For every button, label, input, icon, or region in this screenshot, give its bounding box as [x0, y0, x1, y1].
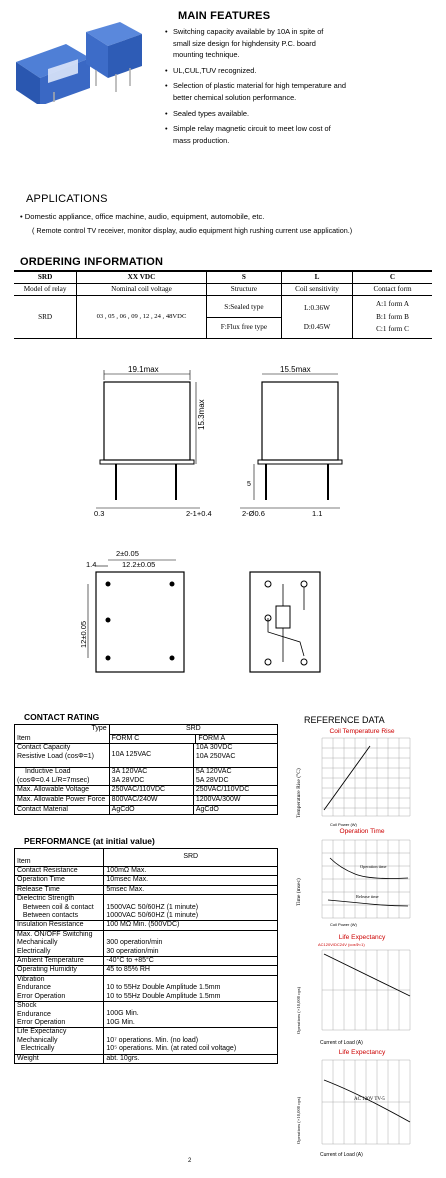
cr-item: Resistive Load (cosΦ=1): [17, 752, 94, 760]
cr-form-a: 1200VA/300W: [193, 795, 277, 805]
coil-temperature-graph: [300, 736, 420, 832]
srd-label: SRD: [110, 725, 277, 735]
reference-heading: REFERENCE DATA: [304, 715, 385, 725]
pcb-dim-c: 1.4: [86, 560, 97, 569]
cr-form-a: 10A 250VAC: [195, 752, 236, 760]
feature-item: • Sealed types available.: [165, 108, 435, 120]
cr-form-a: AgCdO: [193, 805, 277, 815]
cr-form-a: 250VAC/110VDC: [193, 786, 277, 796]
life-expectancy-graph-1: [300, 948, 420, 1040]
perf-item: Release Time: [15, 885, 104, 894]
cr-item: Contact Material: [15, 805, 110, 815]
relay-photo: [8, 22, 148, 104]
applications-line1: • Domestic appliance, office machine, audio, equipment, automobile, etc.: [20, 212, 265, 221]
perf-row: [15, 1002, 278, 1028]
features-list: [165, 26, 435, 146]
cr-form-c: 10A 125VAC: [109, 744, 193, 768]
graph2-title: Operation Time: [339, 828, 385, 835]
dim-depth: 15.5max: [280, 365, 311, 374]
cr-item: Max. Allowable Voltage: [15, 786, 110, 796]
graph4-ylabel: Operations (×10,000 ops): [296, 1096, 301, 1144]
graph3-xlabel: Current of Load (A): [320, 1040, 363, 1046]
sensitivity-d: D:0.45W: [303, 322, 331, 331]
dim-height: 15.3max: [197, 399, 206, 430]
form-c-label: FORM C: [110, 735, 197, 744]
cr-form-c: 800VAC/240W: [109, 795, 193, 805]
perf-item: Max. ON/OFF Switching Mechanically Electrically: [15, 930, 104, 956]
applications-line2: ( Remote control TV receiver, monitor display, audio equipment high rushing current use application.): [32, 226, 353, 235]
cr-item: Max. Allowable Power Force: [15, 795, 110, 805]
feature-item: • UL,CUL,TUV recognized.: [165, 65, 435, 77]
contact-rating-table: [14, 724, 278, 815]
pcb-dim-a: 2±0.05: [116, 549, 139, 558]
performance-table: [14, 848, 278, 1064]
perf-row: [15, 975, 278, 1001]
perf-row: [15, 895, 278, 921]
perf-item: Ambient Temperature: [15, 957, 104, 966]
perf-value: 300 operation/min 30 operation/min: [104, 930, 278, 956]
header-structure: Structure: [206, 283, 281, 295]
perf-value: 45 to 85% RH: [104, 966, 278, 975]
item-label: Item: [17, 734, 31, 742]
graph2-xlabel: Coil Power (W): [330, 922, 357, 927]
code-contact: C: [353, 272, 432, 283]
graph2-ylabel: Time (msec): [296, 878, 302, 906]
header-model: Model of relay: [23, 285, 67, 293]
cr-form-a: 5A 120VAC: [195, 768, 232, 776]
perf-item: Weight: [15, 1054, 104, 1063]
cr-form-a: 5A 28VDC: [195, 776, 229, 784]
perf-row: [15, 1054, 278, 1063]
code-sensitivity: L: [282, 272, 353, 283]
operation-time-graph: [300, 838, 420, 932]
model-value: SRD: [38, 312, 53, 321]
cr-item: (cosΦ=0.4 L/R=7msec): [17, 776, 90, 784]
ordering-heading: ORDERING INFORMATION: [20, 256, 164, 268]
structure-flux: F:Flux free type: [220, 323, 268, 332]
contact-c: C:1 form C: [376, 325, 409, 333]
header-voltage: Nominal coil voltage: [77, 283, 207, 295]
perf-row: [15, 966, 278, 975]
feature-item: • Simple relay magnetic circuit to meet low cost of mass production.: [165, 123, 435, 146]
contact-rating-heading: CONTACT RATING: [24, 712, 100, 722]
type-label: Type: [91, 725, 107, 732]
form-a-label: FORM A: [198, 734, 226, 742]
pcb-dim-d: 12±0.05: [79, 620, 88, 648]
perf-value: -40°C to +85°C: [104, 957, 278, 966]
perf-row: [15, 921, 278, 930]
code-voltage: XX VDC: [77, 272, 207, 283]
life-expectancy-graph-2: [300, 1058, 420, 1152]
perf-srd-label: SRD: [104, 849, 278, 867]
cr-item: Contact Capacity: [17, 744, 71, 752]
perf-row: [15, 957, 278, 966]
perf-item: Shock Endurance Error Operation: [15, 1002, 104, 1028]
perf-value: 10 to 55Hz Double Amplitude 1.5mm 10 to 55Hz Double Amplitude 1.5mm: [104, 975, 278, 1001]
page-number: 2: [188, 1158, 192, 1164]
applications-heading: APPLICATIONS: [26, 193, 108, 205]
code-structure: S: [206, 272, 281, 283]
perf-row: [15, 1028, 278, 1054]
perf-value: 10⁷ operations. Min. (no load) 10⁵ operations. Min. (at rated coil voltage): [104, 1028, 278, 1054]
graph1-ylabel: Temperature Rise (°C): [296, 768, 302, 818]
cr-form-c: AgCdO: [109, 805, 193, 815]
ordering-table: [14, 270, 432, 339]
contact-b: B:1 form B: [376, 312, 409, 321]
perf-row: [15, 930, 278, 956]
contact-a: A:1 form A: [375, 300, 410, 308]
graph3-ylabel: Operations (×10,000 ops): [296, 986, 301, 1034]
graph4-label: AC 120V TV-5: [354, 1097, 385, 1102]
sensitivity-l: L:0.36W: [304, 303, 330, 312]
perf-item-label: Item: [15, 849, 104, 867]
header-sensitivity: Coil sensitivity: [282, 283, 353, 295]
dim-hole: 2-Ø0.6: [242, 509, 265, 518]
graph1-xlabel: Coil Power (W): [330, 822, 357, 827]
perf-value: 100 MΩ Min. (500VDC): [104, 921, 278, 930]
perf-value: 100mΩ Max.: [104, 867, 278, 876]
code-model: SRD: [37, 273, 53, 282]
header-contact: Contact form: [353, 283, 432, 295]
perf-row: [15, 867, 278, 876]
perf-row: [15, 876, 278, 885]
perf-value: 1500VAC 50/60HZ (1 minute) 1000VAC 50/60HZ (1 minute): [104, 895, 278, 921]
performance-heading: PERFORMANCE (at initial value): [24, 836, 155, 846]
perf-item: Vibration Endurance Error Operation: [15, 975, 104, 1001]
perf-item: Operating Humidity: [15, 966, 104, 975]
cr-form-c: 3A 120VAC: [111, 768, 148, 776]
perf-value: 5msec Max.: [104, 885, 278, 894]
dim-width: 19.1max: [128, 365, 159, 374]
cr-item: Inductive Load: [25, 768, 71, 776]
perf-row: [15, 885, 278, 894]
perf-item: Contact Resistance: [15, 867, 104, 876]
pcb-dim-b: 12.2±0.05: [122, 560, 156, 569]
graph3-title: Life Expectancy: [338, 934, 386, 941]
dim-pin-side: 0.3: [94, 509, 105, 518]
voltage-values: 03 , 05 , 06 , 09 , 12 , 24 , 48VDC: [77, 295, 207, 338]
graph2-rel-label: Release time: [356, 894, 379, 899]
perf-item: Insulation Resistance: [15, 921, 104, 930]
dim-1: 1.1: [312, 509, 323, 518]
cr-form-c: 250VAC/110VDC: [109, 786, 193, 796]
graph2-op-label: Operation time: [360, 864, 387, 869]
feature-item: • Selection of plastic material for high temperature and better chemical solution performance.: [165, 80, 435, 103]
dimension-drawings: [0, 360, 446, 700]
perf-item: Life Expectancy Mechanically Electrically: [15, 1028, 104, 1054]
graph1-title: Coil Temperature Rise: [329, 728, 395, 735]
dim-pin-height: 5: [247, 481, 251, 488]
perf-value: abt. 10grs.: [104, 1054, 278, 1063]
cr-form-c: 3A 28VDC: [111, 776, 145, 784]
graph4-xlabel: Current of Load (A): [320, 1152, 363, 1158]
graph3-subtitle: AC120V/DC24V (cosΦ=1): [318, 942, 365, 947]
perf-value: 100G Min. 10G Min.: [104, 1002, 278, 1028]
main-features-heading: MAIN FEATURES: [178, 10, 271, 22]
dim-pin: 2-1+0.4: [186, 509, 212, 518]
structure-sealed: S:Sealed type: [207, 297, 281, 318]
perf-item: Operation Time: [15, 876, 104, 885]
cr-form-a: 10A 30VDC: [195, 744, 233, 752]
perf-item: Dielectric Strength Between coil & contact Between contacts: [15, 895, 104, 921]
perf-value: 10msec Max.: [104, 876, 278, 885]
graph4-title: Life Expectancy: [338, 1049, 386, 1056]
feature-item: • Switching capacity available by 10A in spite of small size design for highdensity P.C. board mounting technique.: [165, 26, 435, 61]
